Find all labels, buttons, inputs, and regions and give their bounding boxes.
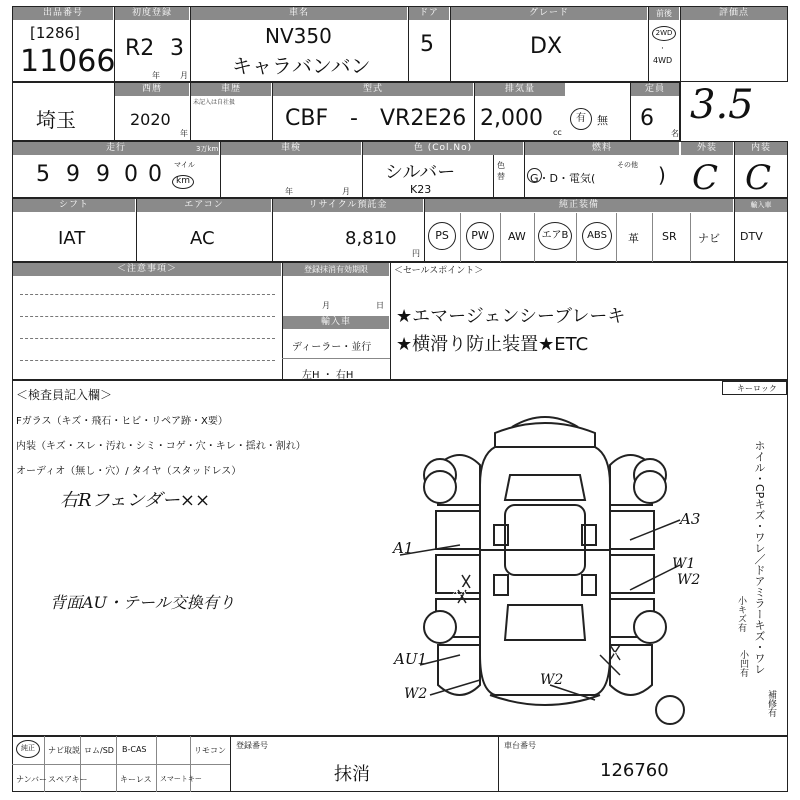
mileage-mile: マイル [174,161,195,169]
key-label: キーロック [737,384,777,393]
first-reg-month: 3 [170,36,184,61]
registration-value: 抹消 [334,764,370,785]
model-dash: - [350,106,358,131]
footer-genuine: 純正 [16,740,40,758]
footer-remote: リモコン [194,746,226,755]
header-sales-point: ＜セールスポイント＞ [394,266,484,276]
mileage-digit-2: 9 [66,162,80,187]
inspector-line-1: Fガラス（キズ・飛石・ヒビ・リペア跡・X要） [16,416,228,427]
header-model: 型式 [273,83,473,96]
equip-leather: 革 [628,232,639,245]
mileage-unit: km [172,175,194,189]
damage-a1: A1 [393,539,414,557]
mileage-digit-3: 9 [96,162,110,187]
year-value: 2020 [130,110,171,129]
lot-code: [1286] [30,24,80,42]
footer-navi-manual: ナビ取説 [48,746,80,755]
aircon-value: AC [190,228,215,249]
lot-number: 11066 [20,44,116,79]
equip-ps: PS [428,222,456,250]
equip-sr: SR [662,230,677,243]
reg-day: 日 [376,301,384,310]
doors-value: 5 [420,32,434,57]
recycle-unit: 円 [412,249,420,258]
header-import: 輸入車 [735,199,787,212]
footer-smart-key: スマートキー [160,775,202,783]
footer-spare-key: スペアキー [48,775,88,784]
import-label: 輸入車 [283,316,389,329]
header-reg-no: 登録番号 [236,741,268,750]
header-capacity: 定員 [631,83,679,96]
mileage-digit-5: 0 [148,162,162,187]
equip-dtv: DTV [740,230,763,243]
damage-w2-right: W2 [677,572,701,588]
capacity-value: 6 [640,106,654,131]
color-change: 色替 [497,161,505,181]
header-lot-no: 出品番号 [13,7,113,20]
equip-aw: AW [508,230,526,243]
model-name-line2: キャラバンバン [232,54,371,78]
header-inspection: 車検 [221,142,361,155]
year-unit: 年 [180,129,188,138]
damage-au1: AU1 [394,650,428,668]
model-name-line1: NV350 [265,24,332,48]
exterior-grade: C [692,158,719,198]
month-unit: 月 [180,71,188,80]
drive-2wd: 2WD [652,26,676,41]
frame-number: 126760 [600,760,669,781]
equip-pw: PW [466,222,494,250]
inspector-line-2: 内装（キズ・スレ・汚れ・シミ・コゲ・穴・キレ・揺れ・割れ） [16,441,306,452]
displacement-unit: cc [553,128,562,137]
color-code: K23 [410,183,432,196]
model-prefix: CBF [285,106,329,131]
damage-x: X [612,650,620,663]
footer-number: ナンバー [16,775,48,784]
footer-rom-sd: ロム/SD [84,746,114,755]
header-exterior: 外装 [681,142,733,155]
equip-navi: ナビ [698,232,720,245]
score-value: 3.5 [690,82,754,128]
interior-grade: C [745,158,772,198]
header-equipment: 純正装備 [425,199,733,212]
fuel-options: G・D・電気( [530,172,596,185]
era: R2 [125,36,155,61]
header-grade: グレード [451,7,647,20]
inspector-line-3: オーディオ（無し・穴）/ タイヤ（スタッドレス） [16,466,242,477]
footer-keyless: キーレス [120,775,152,784]
damage-w2-rear: W2 [540,672,564,688]
displacement-value: 2,000 [480,106,543,131]
fuel-circled: 有 [570,108,592,130]
header-drive: 前後 [649,7,679,20]
header-interior: 内装 [735,142,787,155]
mileage-digit-4: 0 [124,162,138,187]
drive-4wd: 4WD [653,56,673,65]
inspection-month: 月 [342,187,350,196]
damage-w2-left: W2 [404,686,428,702]
damage-a3: A3 [680,510,701,528]
mileage-digit-1: 5 [36,162,50,187]
inspection-year: 年 [285,187,293,196]
header-aircon: エアコン [137,199,271,212]
mileage-3k: 3万km [196,145,219,153]
grade-value: DX [530,34,563,59]
header-reg: 車歴 [191,83,271,96]
model-code: VR2E26 [380,106,467,131]
era-unit: 年 [152,71,160,80]
header-year: 西暦 [115,83,189,96]
sales-point-1: ★エマージェンシーブレーキ [396,306,626,327]
header-doors: ドア [409,7,449,20]
header-recycle: リサイクル預託金 [273,199,423,212]
equip-abs: ABS [582,222,612,250]
side-note-wheel: ホイル・CPキズ・ワレ／ドアミラーキズ・ワレ [753,440,766,675]
header-displacement: 排気量 [475,83,565,96]
footer-bcas: B-CAS [122,745,147,754]
damage-xx: XX [452,585,468,598]
header-frame-no: 車台番号 [504,741,536,750]
sales-point-2: ★横滑り防止装置★ETC [396,334,589,355]
side-note-small-dent: 小凹有 [738,650,748,677]
recycle-value: 8,810 [345,228,397,249]
header-mileage: 走行 [13,142,219,155]
header-notes: ＜注意事項＞ [13,263,281,276]
header-reg-date: 登録抹消有効期限 [283,263,389,276]
handwritten-note-2: 背面AU・テール交換有り [50,593,235,612]
prefecture: 埼玉 [36,108,76,132]
handle-label: 左H ・ 右H [302,370,354,381]
reg-month: 月 [322,301,330,310]
header-model-name: 車名 [191,7,407,20]
auction-sheet: 出品番号 初度登録 車名 ドア グレード 前後 評価点 [1286] 11066 R2 3 年 月 NV350 キャラバンバン 5 DX 2WD · 4WD 3.5 西暦 車歴 型式 排気量 定員 埼玉 2020 年 未記入は自社扱 CBF - VR2E26 2,000 cc 有 無 6 名 走行 車検 色 (Col.No) 燃料 外装 内装 5 9 9 0 0 マイル km 3万km 年 月 シルバー K23 色替 G・D・電気( その他 ) C C シフト エアコン リサイクル預託金 純正装備 輸入車 IAT AC 8,810 円 PS PW AW エアB ABS 革 SR ナビ DTV ＜注意事項＞ 登録抹消有効期限 ＜セールスポイント＞ 月 日 輸入車 ディーラー・並行 左H ・ 右H ★エマージェンシーブレーキ ★横滑り防止装置★ETC ＜検査員記入欄＞ Fガラス（キズ・飛石・ヒビ・リペア跡・X要） 内装（キズ・スレ・汚れ・シミ・コゲ・穴・キレ・揺れ・割れ） オーディオ（無し・穴）/ タイヤ（スタッドレス） 右Rフェンダー×× 背面AU・テール交換有り キーロック A1 A3 AU1 W1 W2 W2 W2 XX X ホイル・CPキズ・ワレ／ドアミラーキズ・ワレ 小キズ有 小凹有 補修有 純正 ナビ取説 ロム/SD B-CAS リモコン ナンバー スペアキー キーレス スマートキー 登録番号 抹消 車台番号 126760 [0,0,800,800]
header-fuel: 燃料 [525,142,679,155]
header-color: 色 (Col.No) [363,142,523,155]
dealer-label: ディーラー・並行 [292,342,372,353]
fuel-other: その他 [617,161,638,169]
header-shift: シフト [13,199,135,212]
side-note-small-scratch: 小キズ有 [736,596,746,632]
header-first-reg: 初度登録 [115,7,189,20]
side-note-repair: 補修有 [766,690,776,717]
header-score: 評価点 [681,7,787,20]
color-name: シルバー [385,162,456,183]
reg-note: 未記入は自社扱 [193,99,236,106]
fuel-close: ) [658,163,666,187]
equip-airbag: エアB [538,222,572,250]
damage-w1: W1 [672,556,696,572]
handwritten-note-1: 右Rフェンダー×× [60,490,211,511]
fuel-plain: 無 [597,114,608,127]
inspector-title: ＜検査員記入欄＞ [16,388,113,402]
capacity-unit: 名 [671,129,679,138]
shift-value: IAT [58,228,86,249]
